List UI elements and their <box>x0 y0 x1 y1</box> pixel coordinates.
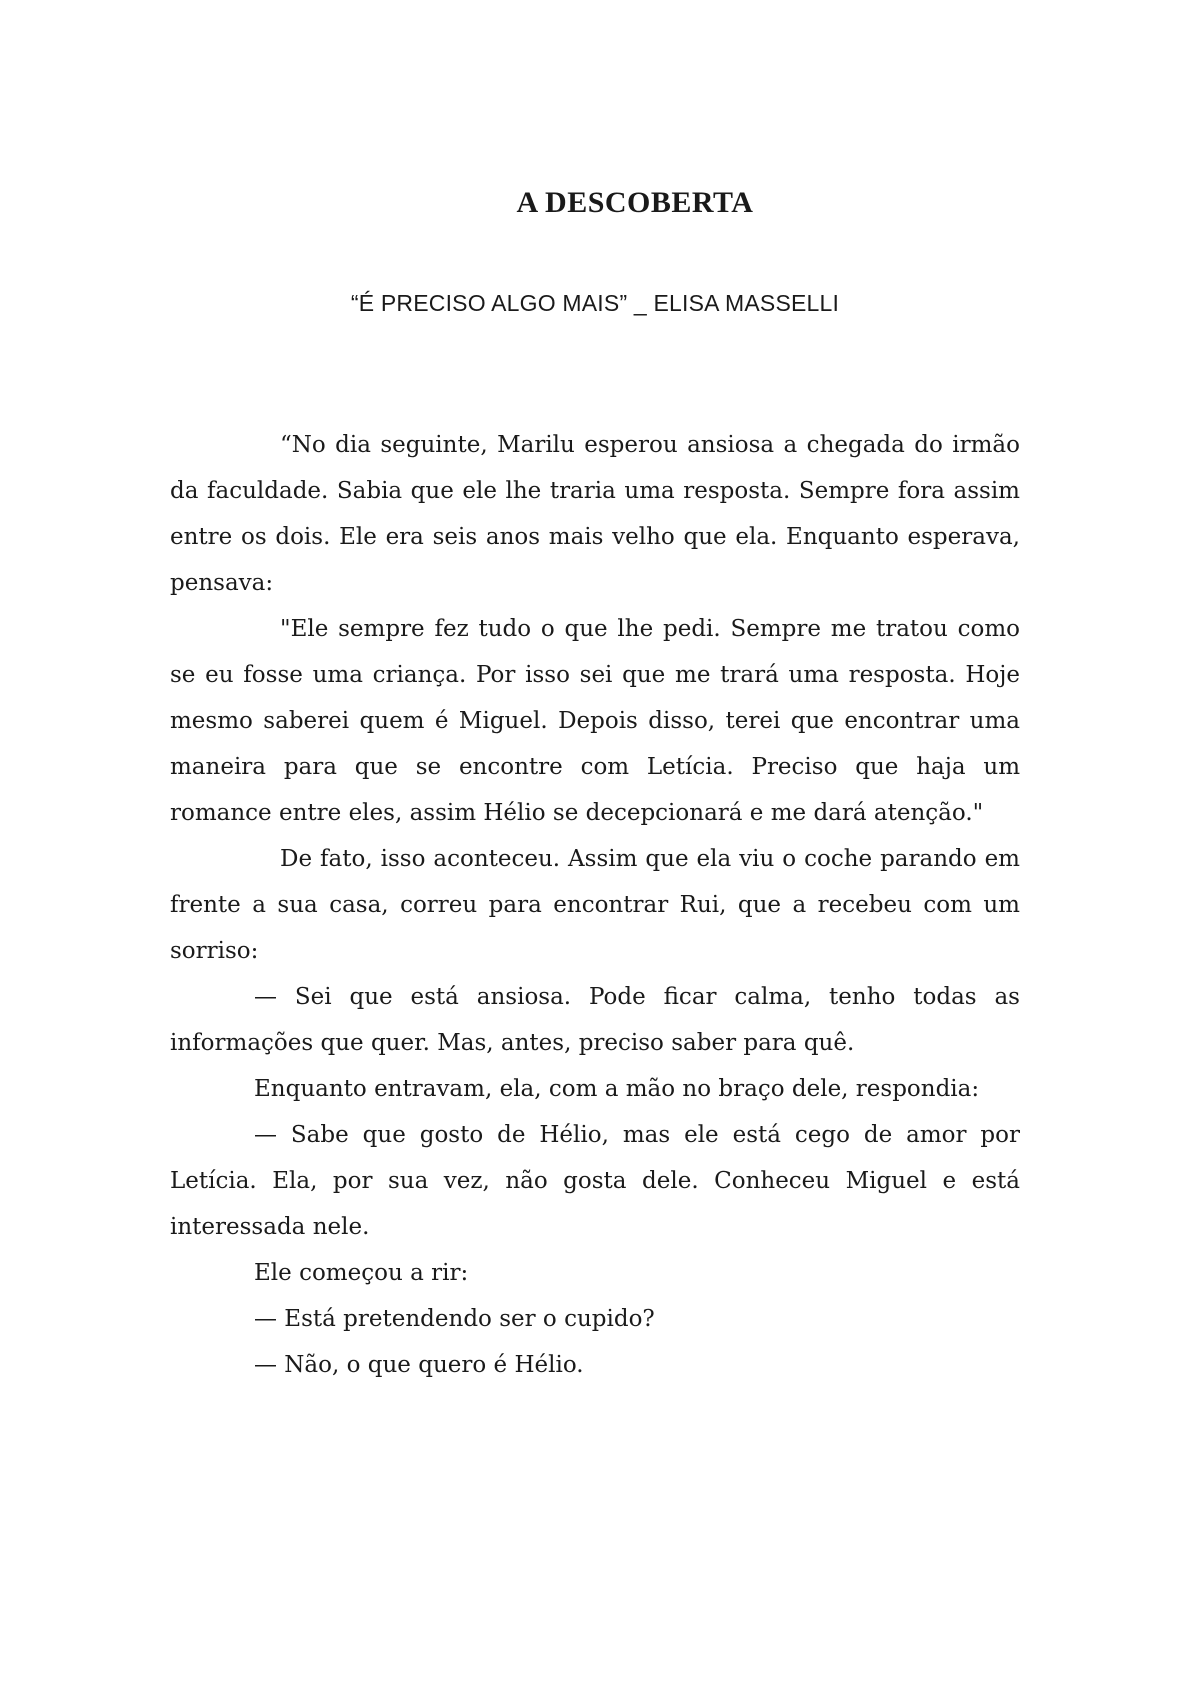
dialogue-paragraph: — Sabe que gosto de Hélio, mas ele está cego de amor por Letícia. Ela, por sua vez, não gosta dele. Conheceu Miguel e está interessada nele. <box>170 1122 1020 1240</box>
paragraph: "Ele sempre fez tudo o que lhe pedi. Sempre me tratou como se eu fosse uma criança. Por isso sei que me trará uma resposta. Hoje mesmo saberei quem é Miguel. Depois disso, terei que encontrar uma maneira para que se encontre com Letícia. Preciso que haja um romance entre eles, assim Hélio se decepcionará e me dará atenção." <box>170 616 1020 826</box>
document-body <box>170 422 1020 1388</box>
paragraph: De fato, isso aconteceu. Assim que ela viu o coche parando em frente a sua casa, correu para encontrar Rui, que a recebeu com um sorriso: <box>170 846 1020 964</box>
paragraph: “No dia seguinte, Marilu esperou ansiosa a chegada do irmão da faculdade. Sabia que ele lhe traria uma resposta. Sempre fora assim entre os dois. Ele era seis anos mais velho que ela. Enquanto esperava, pensava: <box>170 432 1020 596</box>
document-subtitle: “É PRECISO ALGO MAIS” _ ELISA MASSELLI <box>350 290 840 316</box>
paragraph: Ele começou a rir: <box>254 1260 469 1286</box>
dialogue-paragraph: — Está pretendendo ser o cupido? <box>254 1306 655 1332</box>
document-title: A DESCOBERTA <box>516 186 754 219</box>
dialogue-paragraph: — Não, o que quero é Hélio. <box>254 1352 584 1378</box>
paragraph: Enquanto entravam, ela, com a mão no braço dele, respondia: <box>254 1076 980 1102</box>
dialogue-paragraph: — Sei que está ansiosa. Pode ficar calma, tenho todas as informações que quer. Mas, antes, preciso saber para quê. <box>170 984 1020 1056</box>
